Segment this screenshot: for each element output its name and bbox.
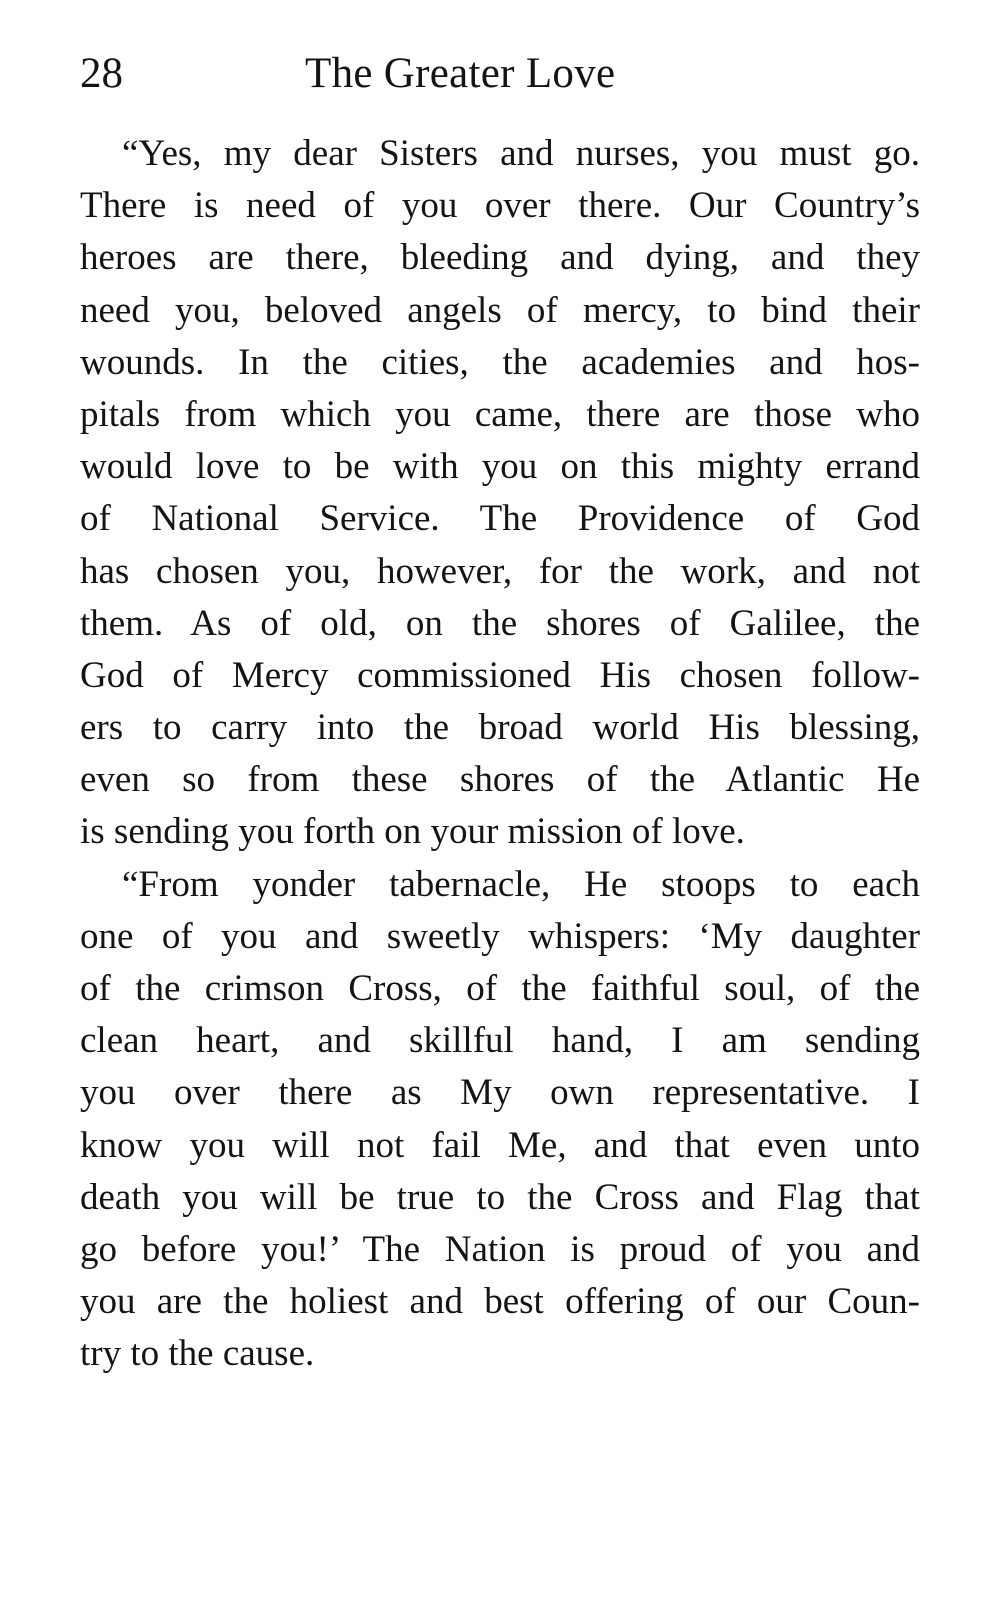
text-line: ers to carry into the broad world His blessing, bbox=[80, 707, 920, 749]
text-line: know you will not fail Me, and that even unto bbox=[80, 1124, 920, 1166]
text-line: has chosen you, however, for the work, and not bbox=[80, 550, 920, 592]
text-line: clean heart, and skillful hand, I am sending bbox=[80, 1020, 920, 1062]
text-line: wounds. In the cities, the academies and hos- bbox=[80, 341, 920, 383]
text-line: would love to be with you on this mighty errand bbox=[80, 446, 920, 488]
text-line: of the crimson Cross, of the faithful soul, of the bbox=[80, 968, 920, 1009]
text-line: you are the holiest and best offering of our Coun- bbox=[80, 1281, 920, 1323]
text-line: death you will be true to the Cross and Flag that bbox=[80, 1176, 920, 1218]
text-line: need you, beloved angels of mercy, to bind their bbox=[80, 289, 920, 331]
text-line: God of Mercy commissioned His chosen follow- bbox=[80, 654, 920, 696]
paragraph bbox=[80, 859, 920, 1381]
text-line: is sending you forth on your mission of love. bbox=[80, 811, 745, 853]
text-line: “From yonder tabernacle, He stoops to each bbox=[122, 863, 920, 905]
running-head bbox=[80, 44, 920, 104]
text-line: pitals from which you came, there are those who bbox=[80, 393, 920, 435]
running-title: The Greater Love bbox=[305, 50, 616, 97]
text-line: go before you!’ The Nation is proud of you and bbox=[80, 1228, 920, 1270]
page-number: 28 bbox=[80, 50, 123, 97]
text-line: even so from these shores of the Atlantic He bbox=[80, 759, 920, 801]
text-line: try to the cause. bbox=[80, 1333, 315, 1375]
text-line: There is need of you over there. Our Country’s bbox=[80, 185, 920, 227]
text-line: of National Service. The Providence of God bbox=[80, 498, 920, 540]
text-line: heroes are there, bleeding and dying, and they bbox=[80, 237, 920, 279]
text-line: one of you and sweetly whispers: ‘My daughter bbox=[80, 915, 920, 957]
text-line: you over there as My own representative. I bbox=[80, 1072, 920, 1114]
paragraph bbox=[80, 128, 920, 859]
body-text bbox=[80, 128, 920, 1381]
text-line: “Yes, my dear Sisters and nurses, you must go. bbox=[122, 133, 920, 174]
text-line: them. As of old, on the shores of Galilee, the bbox=[80, 602, 920, 644]
